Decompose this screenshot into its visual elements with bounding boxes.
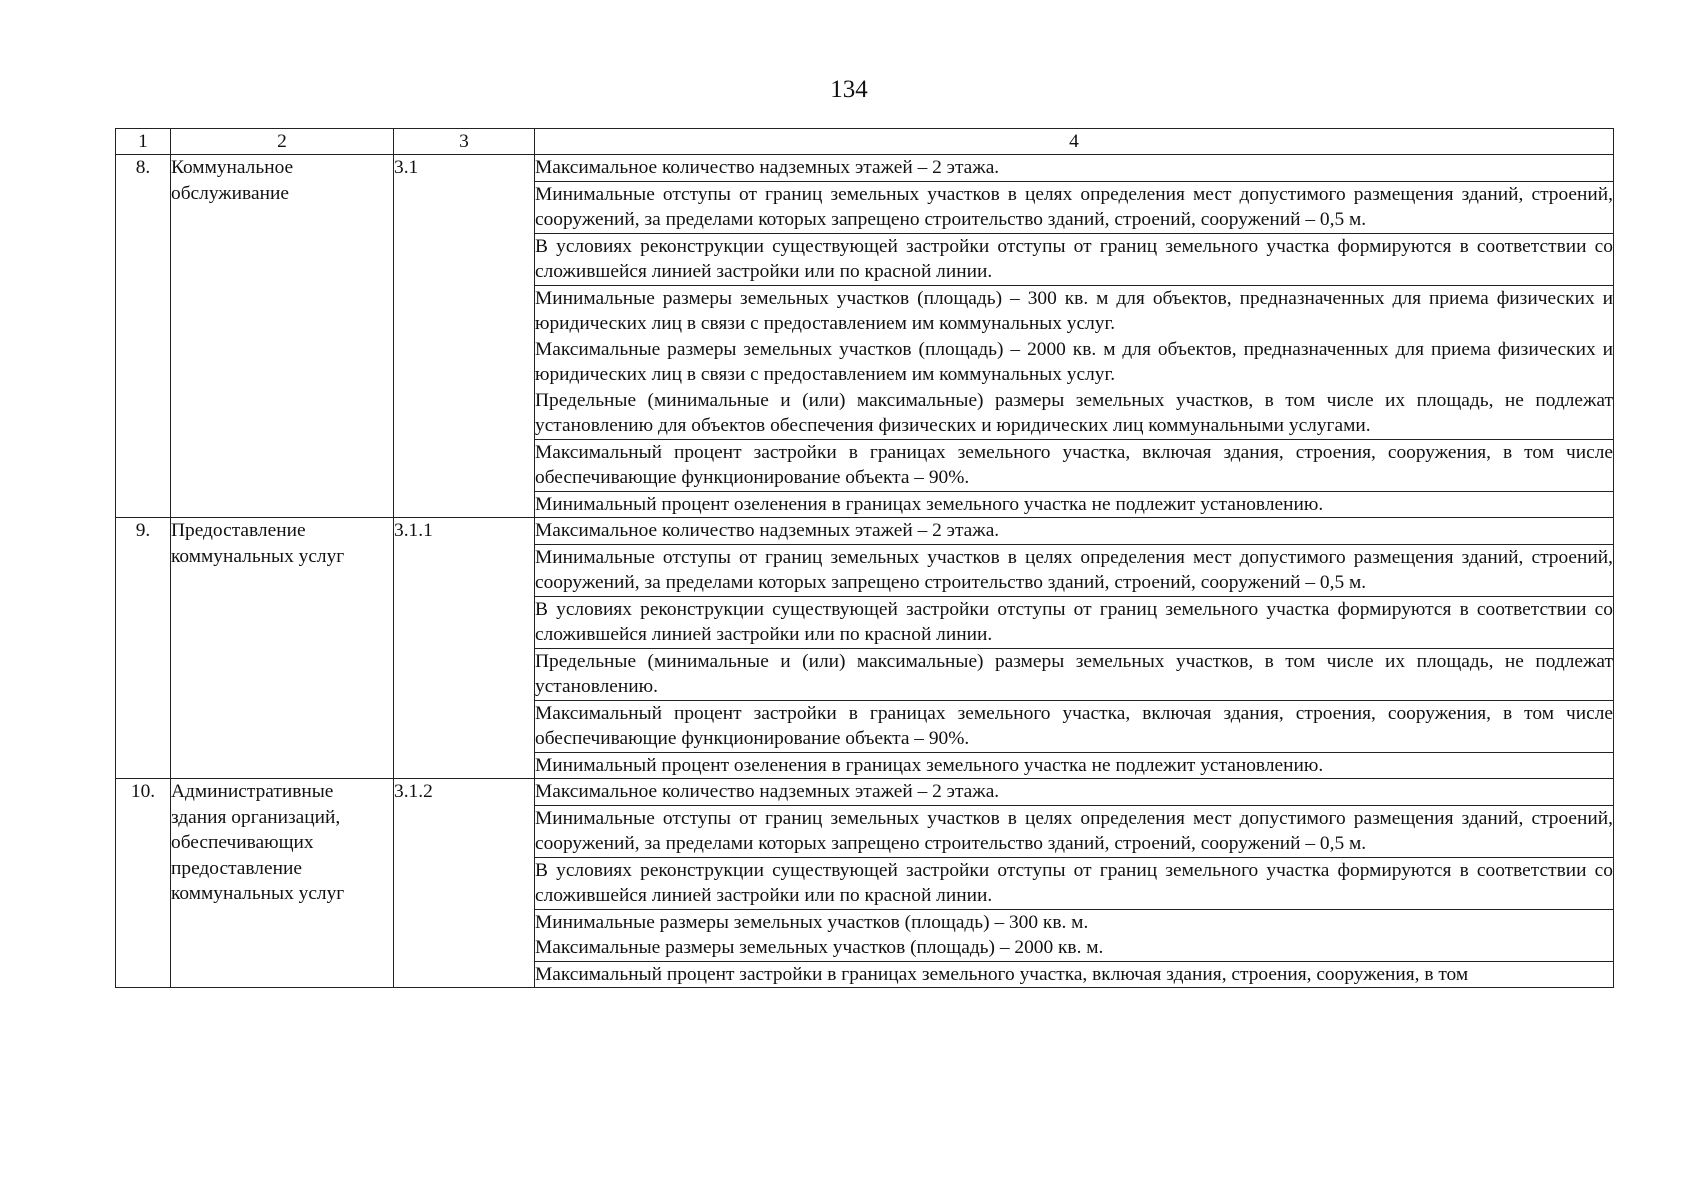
row-number-cell: 10.	[116, 779, 171, 988]
table-row	[116, 155, 1614, 182]
land-use-code-cell: 3.1.1	[394, 518, 535, 779]
parameter-cell	[535, 491, 1614, 518]
parameter-cell	[535, 181, 1614, 233]
parameter-text: Максимальный процент застройки в границах земельного участка, включая здания, строения, сооружения, в том	[535, 963, 1469, 985]
parameter-cell	[535, 544, 1614, 596]
parameter-text: Минимальные размеры земельных участков (площадь) – 300 кв. м для объектов, предназначенных для приема физических и юридических лиц в связи с предоставлением им коммунальных услуг.	[535, 287, 1613, 334]
parameter-text: Максимальные размеры земельных участков (площадь) – 2000 кв. м для объектов, предназначенных для приема физических и юридических лиц в связи с предоставлением им коммунальных услуг.	[535, 338, 1613, 385]
land-use-code-cell: 3.1.2	[394, 779, 535, 988]
table-row	[116, 518, 1614, 545]
parameter-cell	[535, 909, 1614, 961]
parameter-cell	[535, 439, 1614, 491]
table-row	[116, 779, 1614, 806]
parameter-cell	[535, 233, 1614, 285]
parameter-text: В условиях реконструкции существующей застройки отступы от границ земельного участка формируются в соответствии со сложившейся линией застройки или по красной линии.	[535, 235, 1613, 282]
parameter-text: Максимальное количество надземных этажей – 2 этажа.	[535, 781, 1000, 802]
page-number: 134	[830, 76, 868, 103]
table-header-row	[116, 129, 1614, 155]
column-header-1: 1	[116, 129, 171, 155]
parameter-text: Максимальное количество надземных этажей – 2 этажа.	[535, 157, 1000, 178]
parameter-text: Минимальные размеры земельных участков (площадь) – 300 кв. м.	[535, 911, 1089, 933]
parameter-cell	[535, 700, 1614, 752]
parameter-cell	[535, 779, 1614, 806]
parameter-text: Минимальный процент озеленения в границах земельного участка не подлежит установлению.	[535, 493, 1324, 515]
land-use-code-cell: 3.1	[394, 155, 535, 518]
land-use-name-cell: Предоставление коммунальных услуг	[171, 518, 394, 779]
column-header-2: 2	[171, 129, 394, 155]
parameter-cell	[535, 596, 1614, 648]
parameter-text: Минимальные отступы от границ земельных участков в целях определения мест допустимого размещения зданий, строений, сооружений, за пределами которых запрещено строительство зданий, строений, сооружений – 0,5 м.	[535, 183, 1613, 230]
parameter-text: Предельные (минимальные и (или) максимальные) размеры земельных участков, в том числе их площадь, не подлежат установлению для объектов обеспечения физических и юридических лиц коммунальными услугами.	[535, 389, 1613, 436]
column-header-4: 4	[535, 129, 1614, 155]
parameter-text: Максимальный процент застройки в границах земельного участка, включая здания, строения, сооружения, в том числе обеспечивающие функционирование объекта – 90%.	[535, 441, 1613, 488]
regulations-table	[115, 128, 1614, 988]
parameter-cell	[535, 518, 1614, 545]
column-header-3: 3	[394, 129, 535, 155]
parameter-cell	[535, 285, 1614, 439]
parameter-text: Максимальное количество надземных этажей – 2 этажа.	[535, 520, 1000, 541]
parameter-text: Минимальные отступы от границ земельных участков в целях определения мест допустимого размещения зданий, строений, сооружений, за пределами которых запрещено строительство зданий, строений, сооружений – 0,5 м.	[535, 546, 1613, 593]
parameter-text: В условиях реконструкции существующей застройки отступы от границ земельного участка формируются в соответствии со сложившейся линией застройки или по красной линии.	[535, 598, 1613, 645]
land-use-name-cell: Коммунальное обслуживание	[171, 155, 394, 518]
parameter-cell	[535, 961, 1614, 988]
parameter-text: Максимальные размеры земельных участков (площадь) – 2000 кв. м.	[535, 937, 1104, 958]
parameter-text: Максимальный процент застройки в границах земельного участка, включая здания, строения, сооружения, в том числе обеспечивающие функционирование объекта – 90%.	[535, 702, 1613, 749]
parameter-cell	[535, 752, 1614, 779]
row-number-cell: 9.	[116, 518, 171, 779]
parameter-cell	[535, 648, 1614, 700]
parameter-cell	[535, 155, 1614, 182]
parameter-text: Минимальный процент озеленения в границах земельного участка не подлежит установлению.	[535, 754, 1324, 776]
row-number-cell: 8.	[116, 155, 171, 518]
parameter-cell	[535, 857, 1614, 909]
land-use-name-cell: Административные здания организаций, обеспечивающих предоставление коммунальных услуг	[171, 779, 394, 988]
parameter-text: Предельные (минимальные и (или) максимальные) размеры земельных участков, в том числе их площадь, не подлежат установлению.	[535, 650, 1613, 697]
parameter-text: В условиях реконструкции существующей застройки отступы от границ земельного участка формируются в соответствии со сложившейся линией застройки или по красной линии.	[535, 859, 1613, 906]
parameter-text: Минимальные отступы от границ земельных участков в целях определения мест допустимого размещения зданий, строений, сооружений, за пределами которых запрещено строительство зданий, строений, сооружений – 0,5 м.	[535, 807, 1613, 854]
parameter-cell	[535, 805, 1614, 857]
